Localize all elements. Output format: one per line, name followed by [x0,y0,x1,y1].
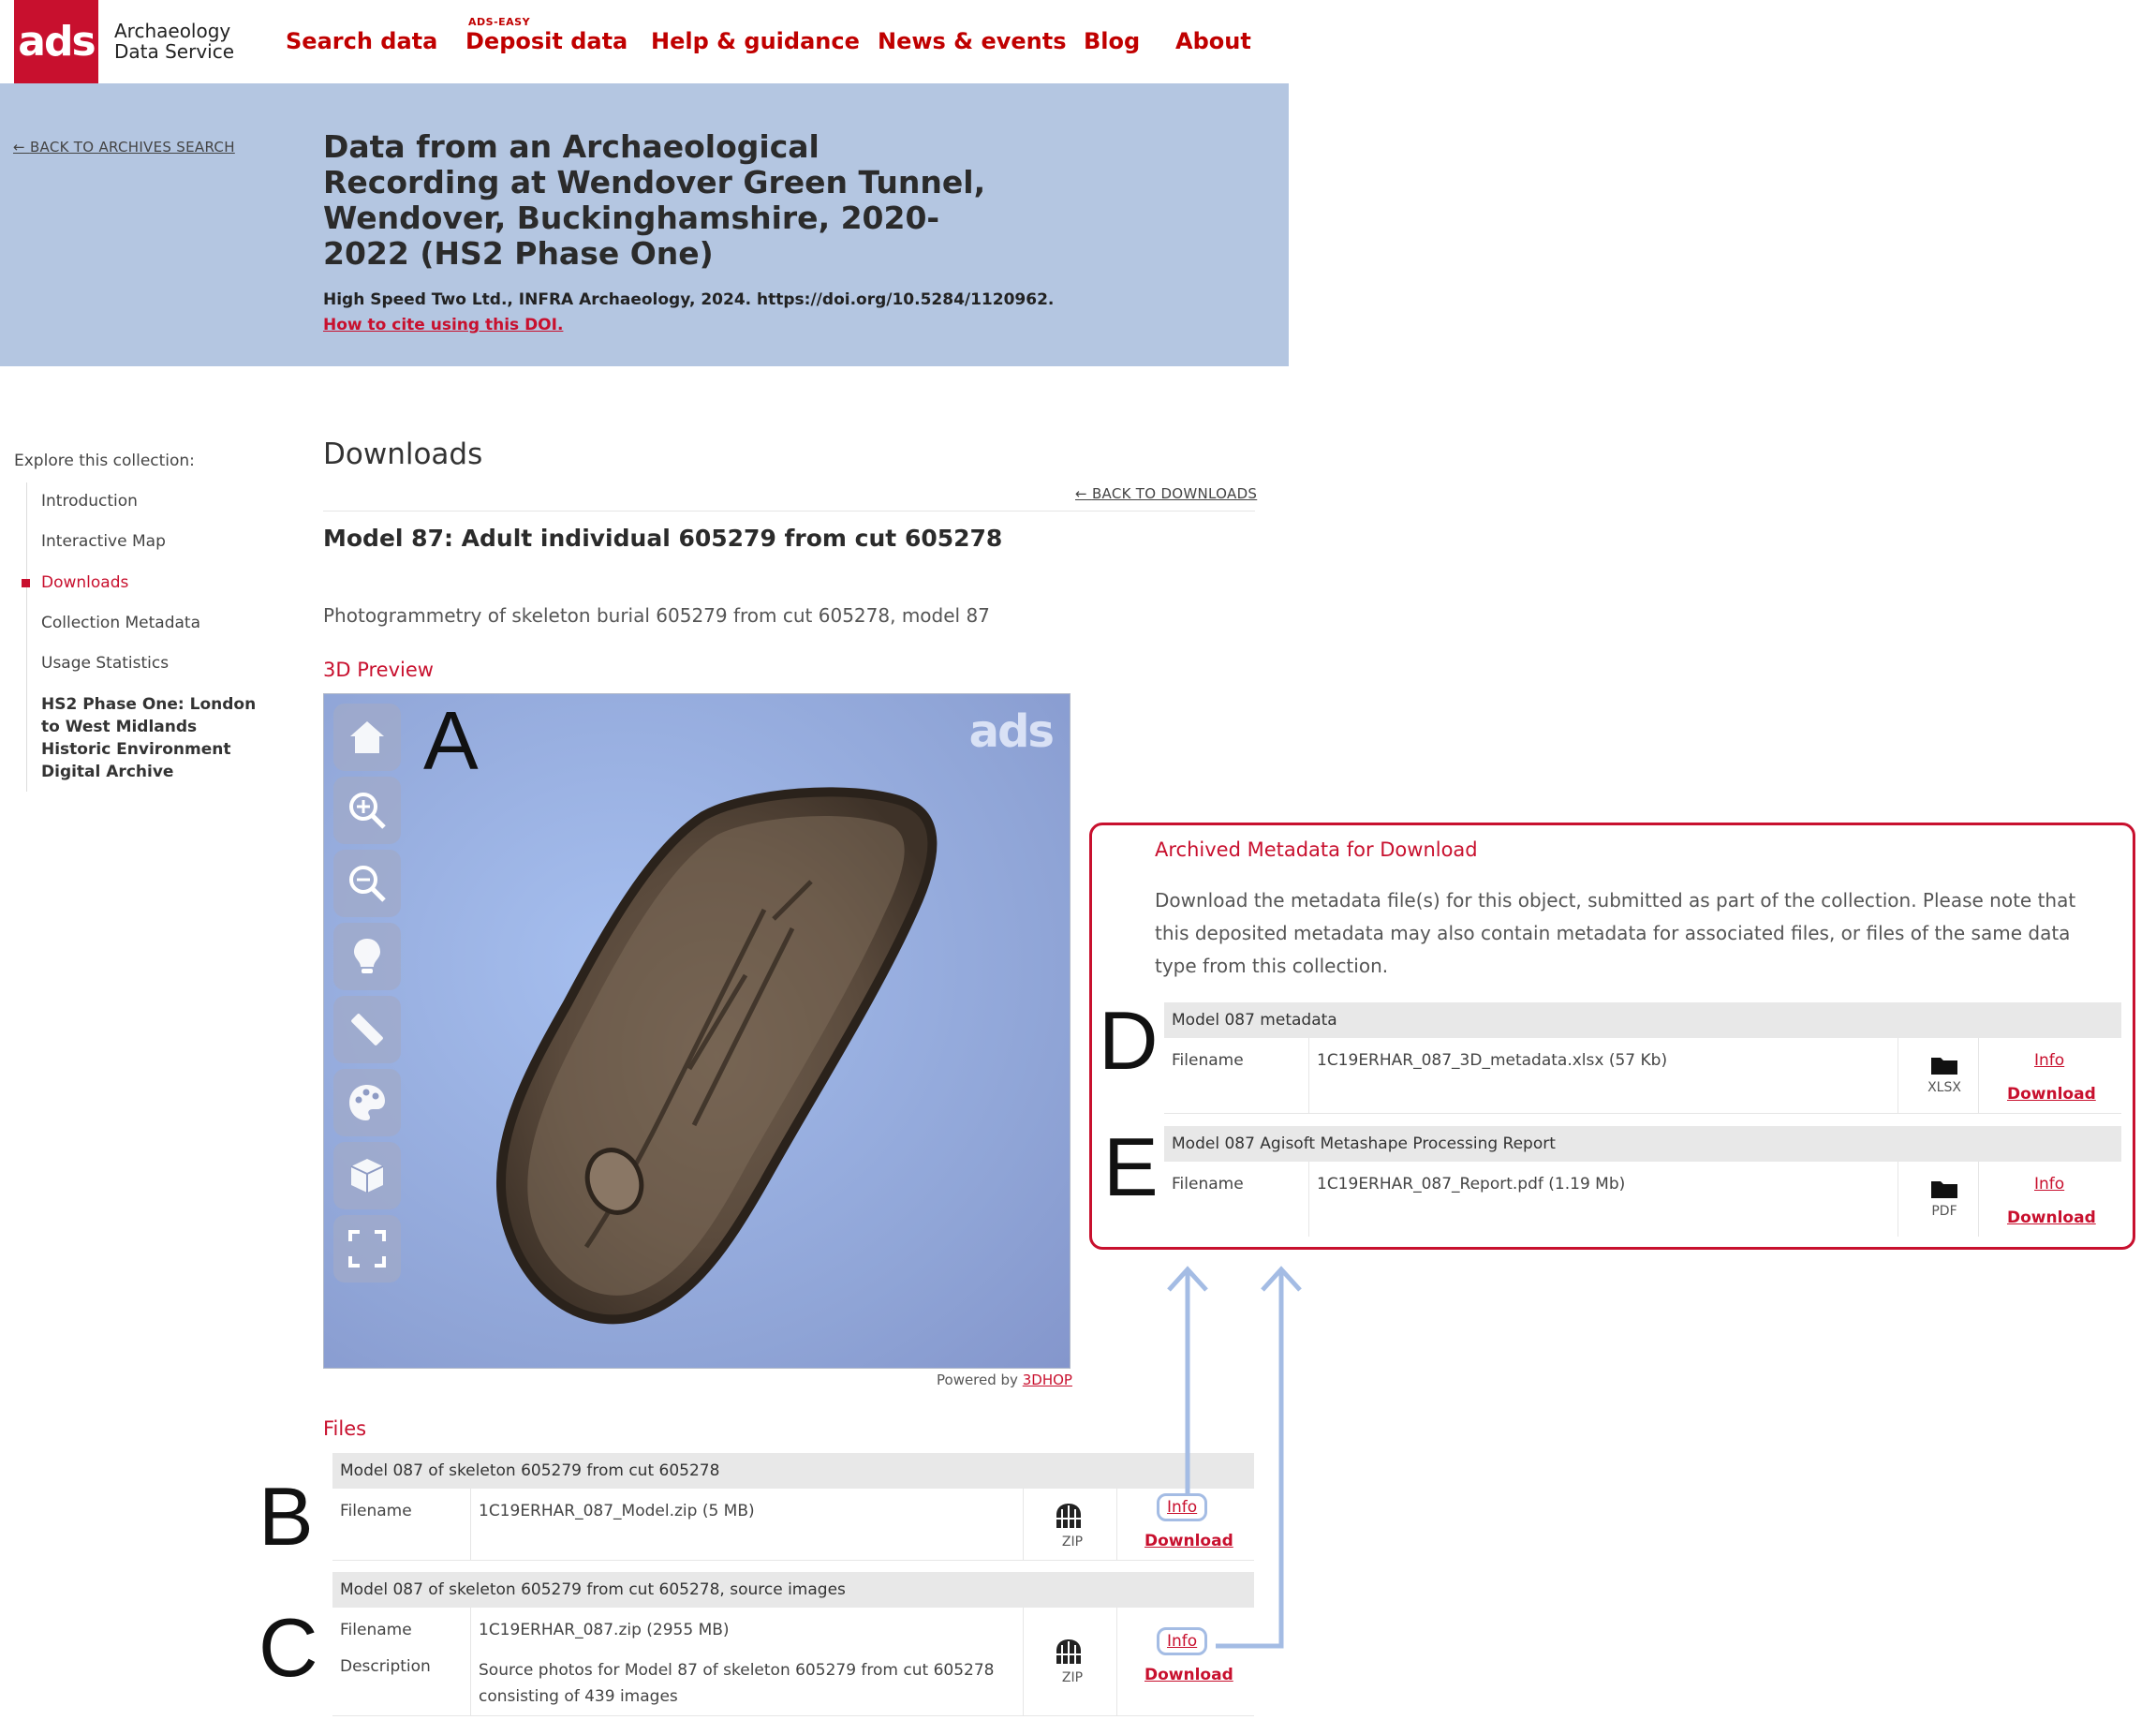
file-row [332,1608,1254,1716]
back-to-archives-link[interactable]: ← BACK TO ARCHIVES SEARCH [13,139,235,156]
info-cell [1157,1632,1207,1651]
info-cell [1157,1498,1207,1517]
sidebar-item-usage-statistics[interactable]: Usage Statistics [41,654,170,673]
file-type-label: ZIP [1061,1670,1084,1685]
filename-label: Filename [340,1502,412,1520]
3dhop-link[interactable]: 3DHOP [1022,1372,1072,1388]
column-divider [1023,1608,1024,1715]
filename-value: 1C19ERHAR_087_Model.zip (5 MB) [479,1502,755,1520]
sidebar-item-hs2-archive[interactable]: HS2 Phase One: London to West Midlands Historic Environment Digital Archive [41,695,257,781]
column-divider [1116,1489,1117,1560]
metadata-description: Download the metadata file(s) for this object, submitted as part of the collection. Please note that this deposited metadata may also contain metadata for associated files, or files of the same data type from this collection. [1155,889,2076,977]
info-link[interactable]: Info [1157,1627,1207,1655]
file-type [1054,1638,1091,1685]
download-link[interactable]: Download [1144,1532,1233,1550]
model-title: Model 87: Adult individual 605279 from cut 605278 [323,525,1003,552]
column-divider [1978,1162,1979,1237]
3d-viewer[interactable] [323,693,1071,1369]
nav-deposit-superscript: ADS-EASY [468,16,531,28]
metadata-heading: Archived Metadata for Download [1155,838,1478,861]
download-link[interactable]: Download [1144,1666,1233,1684]
sidebar-item-downloads[interactable]: Downloads [41,573,129,592]
file-row [332,1489,1254,1561]
citation: High Speed Two Ltd., INFRA Archaeology, 2024. https://doi.org/10.5284/1120962. [323,290,1055,309]
sidebar-item-interactive-map[interactable]: Interactive Map [41,532,166,551]
folder-icon [1930,1055,1958,1075]
download-link[interactable]: Download [2007,1208,2096,1227]
file-type [1916,1055,1972,1095]
model-description: Photogrammetry of skeleton burial 605279 from cut 605278, model 87 [323,604,990,627]
filename-label: Filename [1172,1051,1244,1070]
column-divider [1308,1162,1309,1237]
sidebar-item-collection-metadata[interactable]: Collection Metadata [41,614,200,632]
sidebar-heading: Explore this collection: [14,452,195,470]
skeleton-burial-model[interactable] [324,694,1070,1368]
powered-by: Powered by 3DHOP [937,1372,1072,1388]
sidebar-item-introduction[interactable]: Introduction [41,492,138,511]
light-icon[interactable] [333,923,401,990]
measure-icon[interactable] [333,996,401,1063]
file-title: Model 087 of skeleton 605279 from cut 605278 [332,1453,1254,1489]
metadata-file-row [1164,1162,2121,1237]
annotation-letter-c: C [258,1601,318,1694]
info-link[interactable]: Info [1157,1493,1207,1521]
zip-icon [1054,1502,1084,1530]
column-divider [470,1489,471,1560]
back-to-downloads-link[interactable]: ← BACK TO DOWNLOADS [1075,485,1258,502]
zoom-out-icon[interactable] [333,850,401,917]
fullscreen-icon[interactable] [333,1215,401,1283]
files-heading: Files [323,1417,367,1440]
nav-search-data[interactable]: Search data [286,28,438,54]
info-link[interactable]: Info [2034,1051,2065,1070]
nav-deposit-data[interactable]: Deposit data [465,28,628,54]
filename-value: 1C19ERHAR_087.zip (2955 MB) [479,1621,730,1639]
nav-help-guidance[interactable]: Help & guidance [651,28,860,54]
file-type-label: XLSX [1927,1080,1961,1095]
zip-icon [1054,1638,1084,1666]
download-link[interactable]: Download [2007,1085,2096,1104]
file-type-label: PDF [1931,1204,1957,1219]
nav-news-events[interactable]: News & events [878,28,1067,54]
filename-value: 1C19ERHAR_087_3D_metadata.xlsx (57 Kb) [1317,1051,1668,1070]
cite-doi-link[interactable]: How to cite using this DOI. [323,316,564,334]
annotation-letter-d: D [1099,994,1159,1087]
column-divider [1308,1038,1309,1113]
column-divider [1023,1489,1024,1560]
metadata-file-title: Model 087 Agisoft Metashape Processing Report [1164,1126,2121,1162]
file-title: Model 087 of skeleton 605279 from cut 605278, source images [332,1572,1254,1608]
folder-icon [1930,1179,1958,1199]
annotation-letter-e: E [1103,1120,1159,1213]
description-label: Description [340,1657,431,1676]
sidebar-divider [26,482,27,792]
nav-blog[interactable]: Blog [1084,28,1141,54]
collection-title: Data from an Archaeological Recording at Wendover Green Tunnel, Wendover, Buckinghamshire, 2020-2022 (HS2 Phase One) [323,128,986,272]
file-type [1916,1179,1972,1219]
column-divider [1978,1038,1979,1113]
home-icon[interactable] [333,704,401,771]
org-name: Archaeology Data Service [114,20,235,63]
description-value: Source photos for Model 87 of skeleton 605279 from cut 605278 consisting of 439 images [479,1661,995,1706]
ads-logo[interactable]: ads [14,0,98,83]
preview-heading: 3D Preview [323,659,434,681]
nav-about[interactable]: About [1175,28,1251,54]
zoom-in-icon[interactable] [333,777,401,844]
file-type-label: ZIP [1061,1535,1084,1549]
file-type [1054,1502,1091,1549]
metadata-file-row [1164,1038,2121,1114]
annotation-letter-a: A [423,694,479,787]
viewer-watermark-logo: ads [968,705,1053,758]
filename-label: Filename [1172,1175,1244,1194]
column-divider [1116,1608,1117,1715]
info-link[interactable]: Info [2034,1175,2065,1194]
active-bullet-icon [22,579,30,587]
filename-value: 1C19ERHAR_087_Report.pdf (1.19 Mb) [1317,1175,1626,1194]
filename-label: Filename [340,1621,412,1639]
cube-icon[interactable] [333,1142,401,1209]
metadata-file-title: Model 087 metadata [1164,1002,2121,1038]
color-palette-icon[interactable] [333,1069,401,1136]
annotation-letter-b: B [258,1470,314,1563]
divider [323,511,1255,512]
page-title: Downloads [323,437,483,471]
site-header [0,0,1289,84]
column-divider [470,1608,471,1715]
